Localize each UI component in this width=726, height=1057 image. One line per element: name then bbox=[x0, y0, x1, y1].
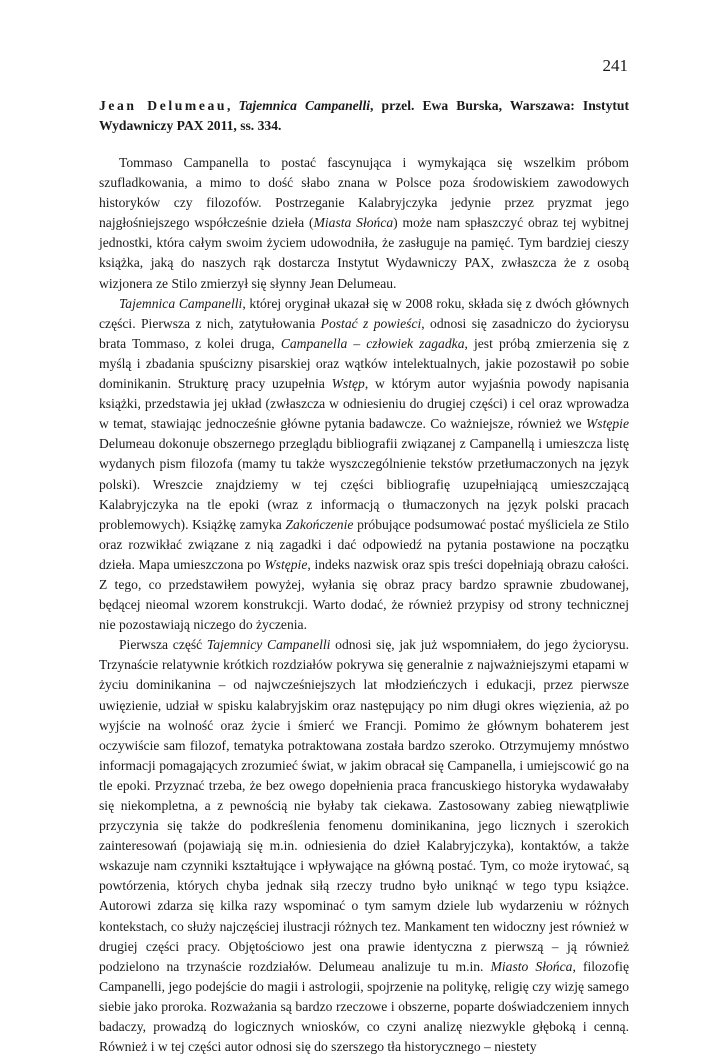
italic-title: Postać z powieści bbox=[320, 315, 422, 331]
paragraph-text: , filozofię Campanelli, jego podejście do magii i astrologii, spojrzenie na politykę, religię czy wizję samego siebie jako proroka. Rozważania są bardzo rzeczowe i obszerne, poparte doświadczeniem innych badaczy, prowadzą do logicznych wniosków, co czyni analizę niezwykle głęboką i cenną. Również i w tej części autor odnosi się do szerszego tła historycznego – niestety bbox=[99, 958, 629, 1055]
paragraph-text: Delumeau dokonuje obszernego przeglądu bibliografii związanej z Campanellą i umieszcza listę wydanych pism filozofa (mamy tu także wyszczególnienie tekstów przetłumaczonych na język polski). Wreszcie znajdziemy w tej części bibliografię uzupełniającą umieszczającą Kalabryjczyka na tle epoki (wraz z informacją o tłumaczonych na język polski pracach problemowych). Książkę zamyka bbox=[99, 436, 629, 532]
paragraph-text: próbujące podsumować postać myśliciela ze Stilo oraz rozwikłać związane z nią zagadki i dać odpowiedź na pytania postawione na początku dzieła. Mapa umieszczona po bbox=[99, 516, 629, 572]
paragraph-text: , w którym autor wyjaśnia powody napisania książki, przedstawia jej układ (zwłaszcza w odniesieniu do drugiej części) i cel oraz wprowadza w temat, stawiając jednocześnie główne pytania badawcze. Co ważniejsze, również we bbox=[99, 376, 630, 432]
paragraph-text: , której oryginał ukazał się w 2008 roku, składa się z dwóch głównych części. Pierwsza z nich, zatytułowania bbox=[99, 295, 630, 331]
italic-title: Wstępie bbox=[264, 556, 308, 572]
reviewed-book-title: Tajemnica Campanelli bbox=[238, 98, 371, 113]
italic-title: Wstęp bbox=[331, 376, 365, 392]
reviewed-author: Jean Delumeau bbox=[99, 98, 228, 113]
paragraph-text: , indeks nazwisk oraz spis treści dopełniają obrazu całości. Z tego, co przedstawiłem powyżej, wyłania się obraz pracy bardzo sprawnie zbudowanej, będącej nieomal wzorem konstrukcji. Warto dodać, że również przypisy od strony technicznej nie pozostawiają niczego do życzenia. bbox=[99, 556, 629, 633]
citation-details: , przel. Ewa Burska, Warszawa: Instytut Wydawniczy PAX 2011, ss. 334. bbox=[99, 98, 629, 133]
paragraph-text: , jest próbą zmierzenia się z myślą i zbadania spuścizny pisarskiej oraz wątków intelektualnych, jakie pozostawił po sobie dominikanin. Strukturę pracy uzupełnia bbox=[99, 335, 629, 392]
italic-title: Miasto Słońca bbox=[490, 958, 573, 974]
paragraph-3 bbox=[99, 635, 629, 1057]
page-number: 241 bbox=[602, 56, 628, 75]
paragraph-text: Pierwsza część bbox=[119, 637, 207, 653]
paragraph-2 bbox=[99, 294, 629, 636]
italic-title: Wstępie bbox=[585, 416, 629, 432]
italic-title: Miasta Słońca bbox=[313, 215, 394, 231]
italic-title: Campanella – człowiek zagadka bbox=[280, 335, 465, 351]
paragraph-text: ) może nam spłaszczyć obraz tej wybitnej jednostki, która całym swoim życiem udowodniła, że zasługuje na pamięć. Tym bardziej cieszy książka, jaką do naszych rąk dostarcza Instytut Wydawniczy PAX, zwłaszcza że z osobą wizjonera ze Stilo zmierzył się słynny Jean Delumeau. bbox=[99, 215, 629, 291]
italic-title: Tajemnica Campanelli bbox=[119, 295, 243, 311]
italic-title: Tajemnicy Campanelli bbox=[206, 637, 331, 653]
paragraph-text: , odnosi się zasadniczo do życiorysu brata Tommaso, z kolei druga, bbox=[99, 315, 629, 351]
review-citation-header bbox=[99, 96, 629, 136]
paragraph-text: odnosi się, jak już wspomniałem, do jego życiorysu. Trzynaście relatywnie krótkich rozdziałów pokrywa się generalnie z najważniejszymi etapami w życiu dominikanina – od najwcześniejszych lat młodzieńczych i edukacji, przez pierwsze uwięzienie, udział w spisku kalabryjskim oraz następujący po nim długi okres więzienia, aż po wyjście na wolność oraz życie i śmierć we Francji. Pomimo że głównym bohaterem jest oczywiście sam filozof, tematyka potraktowana została bardzo szeroko. Otrzymujemy mnóstwo informacji pomagających zrozumieć świat, w jakim obracał się Campanella, i umiejscowić go na tle epoki. Przyznać trzeba, że bez owego dopełnienia praca francuskiego historyka wydawałaby się niekompletna, a z pewnością nie byłaby tak ciekawa. Zastosowany zabieg niewątpliwie przyczynia się także do podkreślenia fenomenu dominikanina, jego licznych i szerokich zainteresowań (pojawiają się m.in. odniesienia do dzieł Kalabryjczyka), kontaktów, a także wskazuje nam czynniki kształtujące i wpływające na główną postać. Tym, co może irytować, są powtórzenia, których chyba jednak siłą rzeczy trudno było uniknąć w tego typu książce. Autorowi zdarza się kilka razy wspominać o tym samym dziele lub wydarzeniu w różnych kontekstach, co służy najczęściej ilustracji różnych tez. Mankament ten widoczny jest również w drugiej części pracy. Objętościowo jest ona prawie identyczna z pierwszą – ją również podzielono na trzynaście rozdziałów. Delumeau analizuje tu m.in. bbox=[99, 637, 629, 974]
paragraph-1 bbox=[99, 153, 629, 294]
citation-separator: , bbox=[227, 98, 239, 113]
paragraph-text: Tommaso Campanella to postać fascynująca i wymykająca się wszelkim próbom szufladkowania, a mimo to dość słabo znana w Polsce poza środowiskiem zawodowych historyków czy filozofów. Postrzeganie Kalabryjczyka jedynie przez pryzmat jego najgłośniejszego współcześnie dzieła ( bbox=[99, 155, 629, 231]
italic-title: Zakończenie bbox=[285, 516, 354, 532]
review-body bbox=[99, 153, 629, 1057]
